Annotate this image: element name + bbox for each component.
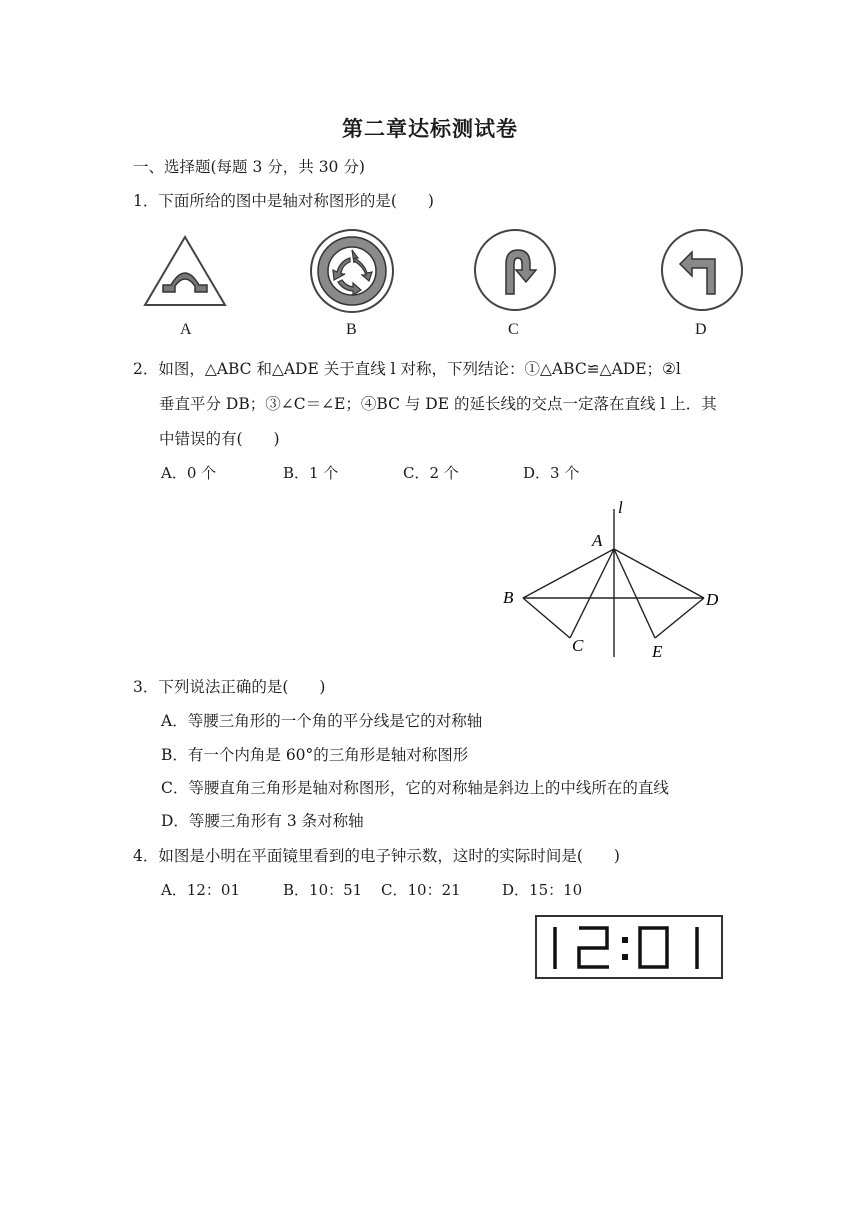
bridge-warning-sign-icon <box>143 235 227 307</box>
q4-option-a: A．12：01 <box>161 881 241 899</box>
left-turn-sign-icon <box>660 228 744 312</box>
q3-option-b: B．有一个内角是 60°的三角形是轴对称图形 <box>161 746 469 764</box>
roundabout-sign-icon <box>309 228 395 314</box>
q3-option-d: D．等腰三角形有 3 条对称轴 <box>161 812 364 830</box>
q3-option-c: C．等腰直角三角形是轴对称图形，它的对称轴是斜边上的中线所在的直线 <box>161 779 669 797</box>
q3-option-a: A．等腰三角形的一个角的平分线是它的对称轴 <box>161 712 483 730</box>
page-title: 第二章达标测试卷 <box>342 117 518 141</box>
digital-clock-display <box>535 915 723 979</box>
q2-option-d: D．3 个 <box>523 464 580 482</box>
section-heading: 一、选择题(每题 3 分，共 30 分) <box>133 158 365 176</box>
label-c: C <box>572 636 584 655</box>
question-2-line-2: 垂直平分 DB；③∠C＝∠E；④BC 与 DE 的延长线的交点一定落在直线 l 上．其 <box>159 395 717 413</box>
u-turn-sign-icon <box>474 228 556 312</box>
q2-option-b: B．1 个 <box>283 464 339 482</box>
label-a: A <box>592 531 603 550</box>
question-2-line-3: 中错误的有( ) <box>159 430 280 448</box>
option-b-label: B <box>346 321 357 338</box>
q4-option-d: D．15：10 <box>502 881 583 899</box>
label-d: D <box>706 590 719 609</box>
q4-option-c: C．10：21 <box>381 881 461 899</box>
label-b: B <box>503 588 514 607</box>
label-e: E <box>652 642 663 661</box>
label-l: l <box>618 498 623 517</box>
option-d-label: D <box>695 321 707 338</box>
clock-digits <box>537 917 721 977</box>
q4-option-b: B．10：51 <box>283 881 363 899</box>
option-c-label: C <box>508 321 519 338</box>
question-3-stem: 3．下列说法正确的是( ) <box>133 678 326 696</box>
option-a-label: A <box>180 321 192 338</box>
q2-option-a: A．0 个 <box>161 464 217 482</box>
symmetric-triangles-figure <box>500 497 730 667</box>
q2-option-c: C．2 个 <box>403 464 459 482</box>
question-2-line-1: 2．如图，△ABC 和△ADE 关于直线 l 对称，下列结论：①△ABC≌△ADE；②l <box>133 360 681 378</box>
question-4-stem: 4．如图是小明在平面镜里看到的电子钟示数，这时的实际时间是( ) <box>133 847 620 865</box>
question-1-stem: 1．下面所给的图中是轴对称图形的是( ) <box>133 192 434 210</box>
